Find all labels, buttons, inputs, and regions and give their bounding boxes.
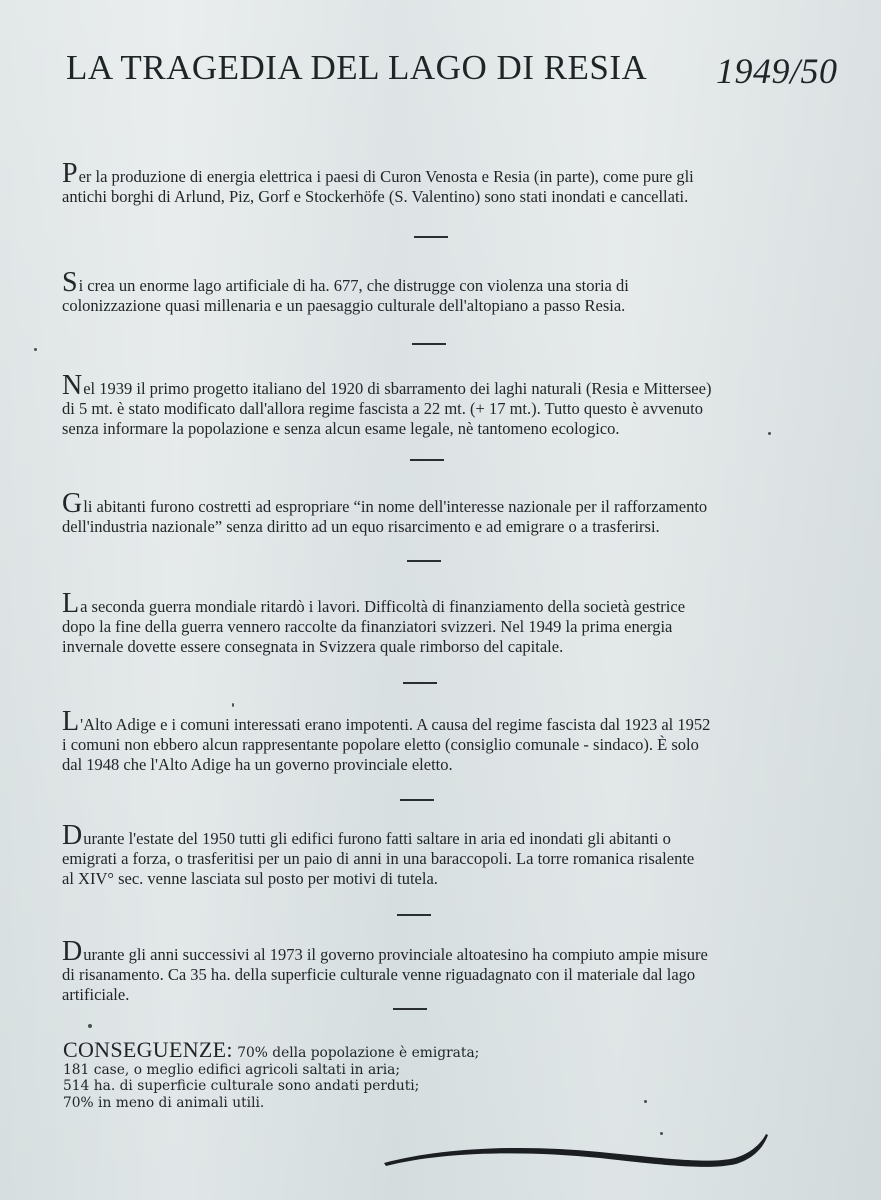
section-divider <box>393 1008 427 1010</box>
paragraph-line <box>62 936 827 967</box>
consequences-block <box>63 1037 543 1111</box>
consequence-item: 514 ha. di superficie culturale sono andati perduti; <box>63 1078 420 1094</box>
dropcap: N <box>62 370 83 401</box>
consequence-item: 70% della popolazione è emigrata; <box>232 1045 480 1061</box>
paragraph-line: di risanamento. Ca 35 ha. della superficie culturale venne riguadagnato con il materiale dal lago <box>62 965 696 984</box>
paragraph-line <box>62 370 827 401</box>
paragraph-line: antichi borghi di Arlund, Piz, Gorf e Stockerhöfe (S. Valentino) sono stati inondati e cancellati. <box>62 187 689 206</box>
line-text: el 1939 il primo progetto italiano del 1920 di sbarramento dei laghi naturali (Resia e Mittersee) <box>83 379 712 398</box>
title-year: 1949/50 <box>716 51 838 91</box>
dropcap: S <box>62 267 78 298</box>
dirt-speck <box>34 348 37 351</box>
line-text: a seconda guerra mondiale ritardò i lavori. Difficoltà di finanziamento della società gestrice <box>80 597 686 616</box>
dropcap: D <box>62 936 83 967</box>
dropcap: L <box>62 706 80 737</box>
line-text: er la produzione di energia elettrica i paesi di Curon Venosta e Resia (in parte), come pure gli <box>78 167 694 186</box>
paragraph-line: dell'industria nazionale” senza diritto ad un equo risarcimento e ad emigrare o a trasferirsi. <box>62 517 660 536</box>
dirt-speck <box>232 703 234 707</box>
section-divider <box>400 799 434 801</box>
line-text: 'Alto Adige e i comuni interessati erano impotenti. A causa del regime fascista dal 1923 al 1952 <box>80 715 711 734</box>
paragraph-alto-adige <box>62 706 827 775</box>
paragraph-line <box>62 588 827 619</box>
paragraph-line: al XIV° sec. venne lasciata sul posto per motivi di tutela. <box>62 869 438 888</box>
consequence-item: 181 case, o meglio edifici agricoli saltati in aria; <box>63 1061 401 1078</box>
dropcap: P <box>62 158 78 189</box>
paragraph-artificial-lake <box>62 267 827 316</box>
dirt-speck <box>768 432 771 435</box>
paragraph-dam-project <box>62 370 827 439</box>
paragraph-line: i comuni non ebbero alcun rappresentante popolare eletto (consiglio comunale - sindaco). È solo <box>62 735 699 754</box>
dirt-speck <box>644 1100 647 1103</box>
dropcap: D <box>62 820 83 851</box>
paragraph-flooded-villages <box>62 158 827 207</box>
paragraph-line <box>62 488 827 519</box>
sign-title <box>66 48 846 91</box>
paragraph-line <box>62 267 827 298</box>
section-divider <box>414 236 448 238</box>
paragraph-line: di 5 mt. è stato modificato dall'allora regime fascista a 22 mt. (+ 17 mt.). Tutto questo è avvenuto <box>62 399 703 418</box>
section-divider <box>407 560 441 562</box>
section-divider <box>412 343 446 345</box>
paragraph-line: invernale dovette essere consegnata in Svizzera quale rimborso del capitale. <box>62 637 564 656</box>
dropcap: G <box>62 488 83 519</box>
decorative-swash-icon <box>380 1128 780 1178</box>
paragraph-line: emigrati a forza, o trasferitisi per un paio di anni in una baraccopoli. La torre romanica risalente <box>62 849 695 868</box>
line-text: i crea un enorme lago artificiale di ha. 677, che distrugge con violenza una storia di <box>78 276 629 295</box>
line-text: urante l'estate del 1950 tutti gli edifici furono fatti saltare in aria ed inondati gli abitanti o <box>83 829 671 848</box>
paragraph-reclamation <box>62 936 827 1005</box>
consequences-heading: CONSEGUENZE: <box>63 1037 233 1062</box>
title-text: LA TRAGEDIA DEL LAGO DI RESIA <box>66 48 648 87</box>
line-text: urante gli anni successivi al 1973 il governo provinciale altoatesino ha compiuto ampie misure <box>83 945 708 964</box>
line-text: li abitanti furono costretti ad espropriare “in nome dell'interesse nazionale per il rafforzamento <box>83 497 708 516</box>
dirt-speck <box>88 1024 92 1028</box>
paragraph-line <box>62 158 827 189</box>
paragraph-expropriation <box>62 488 827 537</box>
paragraph-summer-1950 <box>62 820 827 889</box>
paragraph-war-delay <box>62 588 827 657</box>
section-divider <box>403 682 437 684</box>
consequences-first-line <box>63 1037 543 1062</box>
paragraph-line: artificiale. <box>62 985 130 1004</box>
section-divider <box>397 914 431 916</box>
dirt-speck <box>660 1132 663 1135</box>
consequence-item: 70% in meno di animali utili. <box>63 1094 265 1111</box>
paragraph-line: dopo la fine della guerra vennero raccolte da finanziatori svizzeri. Nel 1949 la prima energia <box>62 617 673 636</box>
section-divider <box>410 459 444 461</box>
paragraph-line: dal 1948 che l'Alto Adige ha un governo provinciale eletto. <box>62 755 453 774</box>
paragraph-line <box>62 706 827 737</box>
paragraph-line: colonizzazione quasi millenaria e un paesaggio culturale dell'altopiano a passo Resia. <box>62 296 626 315</box>
dropcap: L <box>62 588 80 619</box>
paragraph-line: senza informare la popolazione e senza alcun esame legale, nè tantomeno ecologico. <box>62 419 620 438</box>
paragraph-line <box>62 820 827 851</box>
